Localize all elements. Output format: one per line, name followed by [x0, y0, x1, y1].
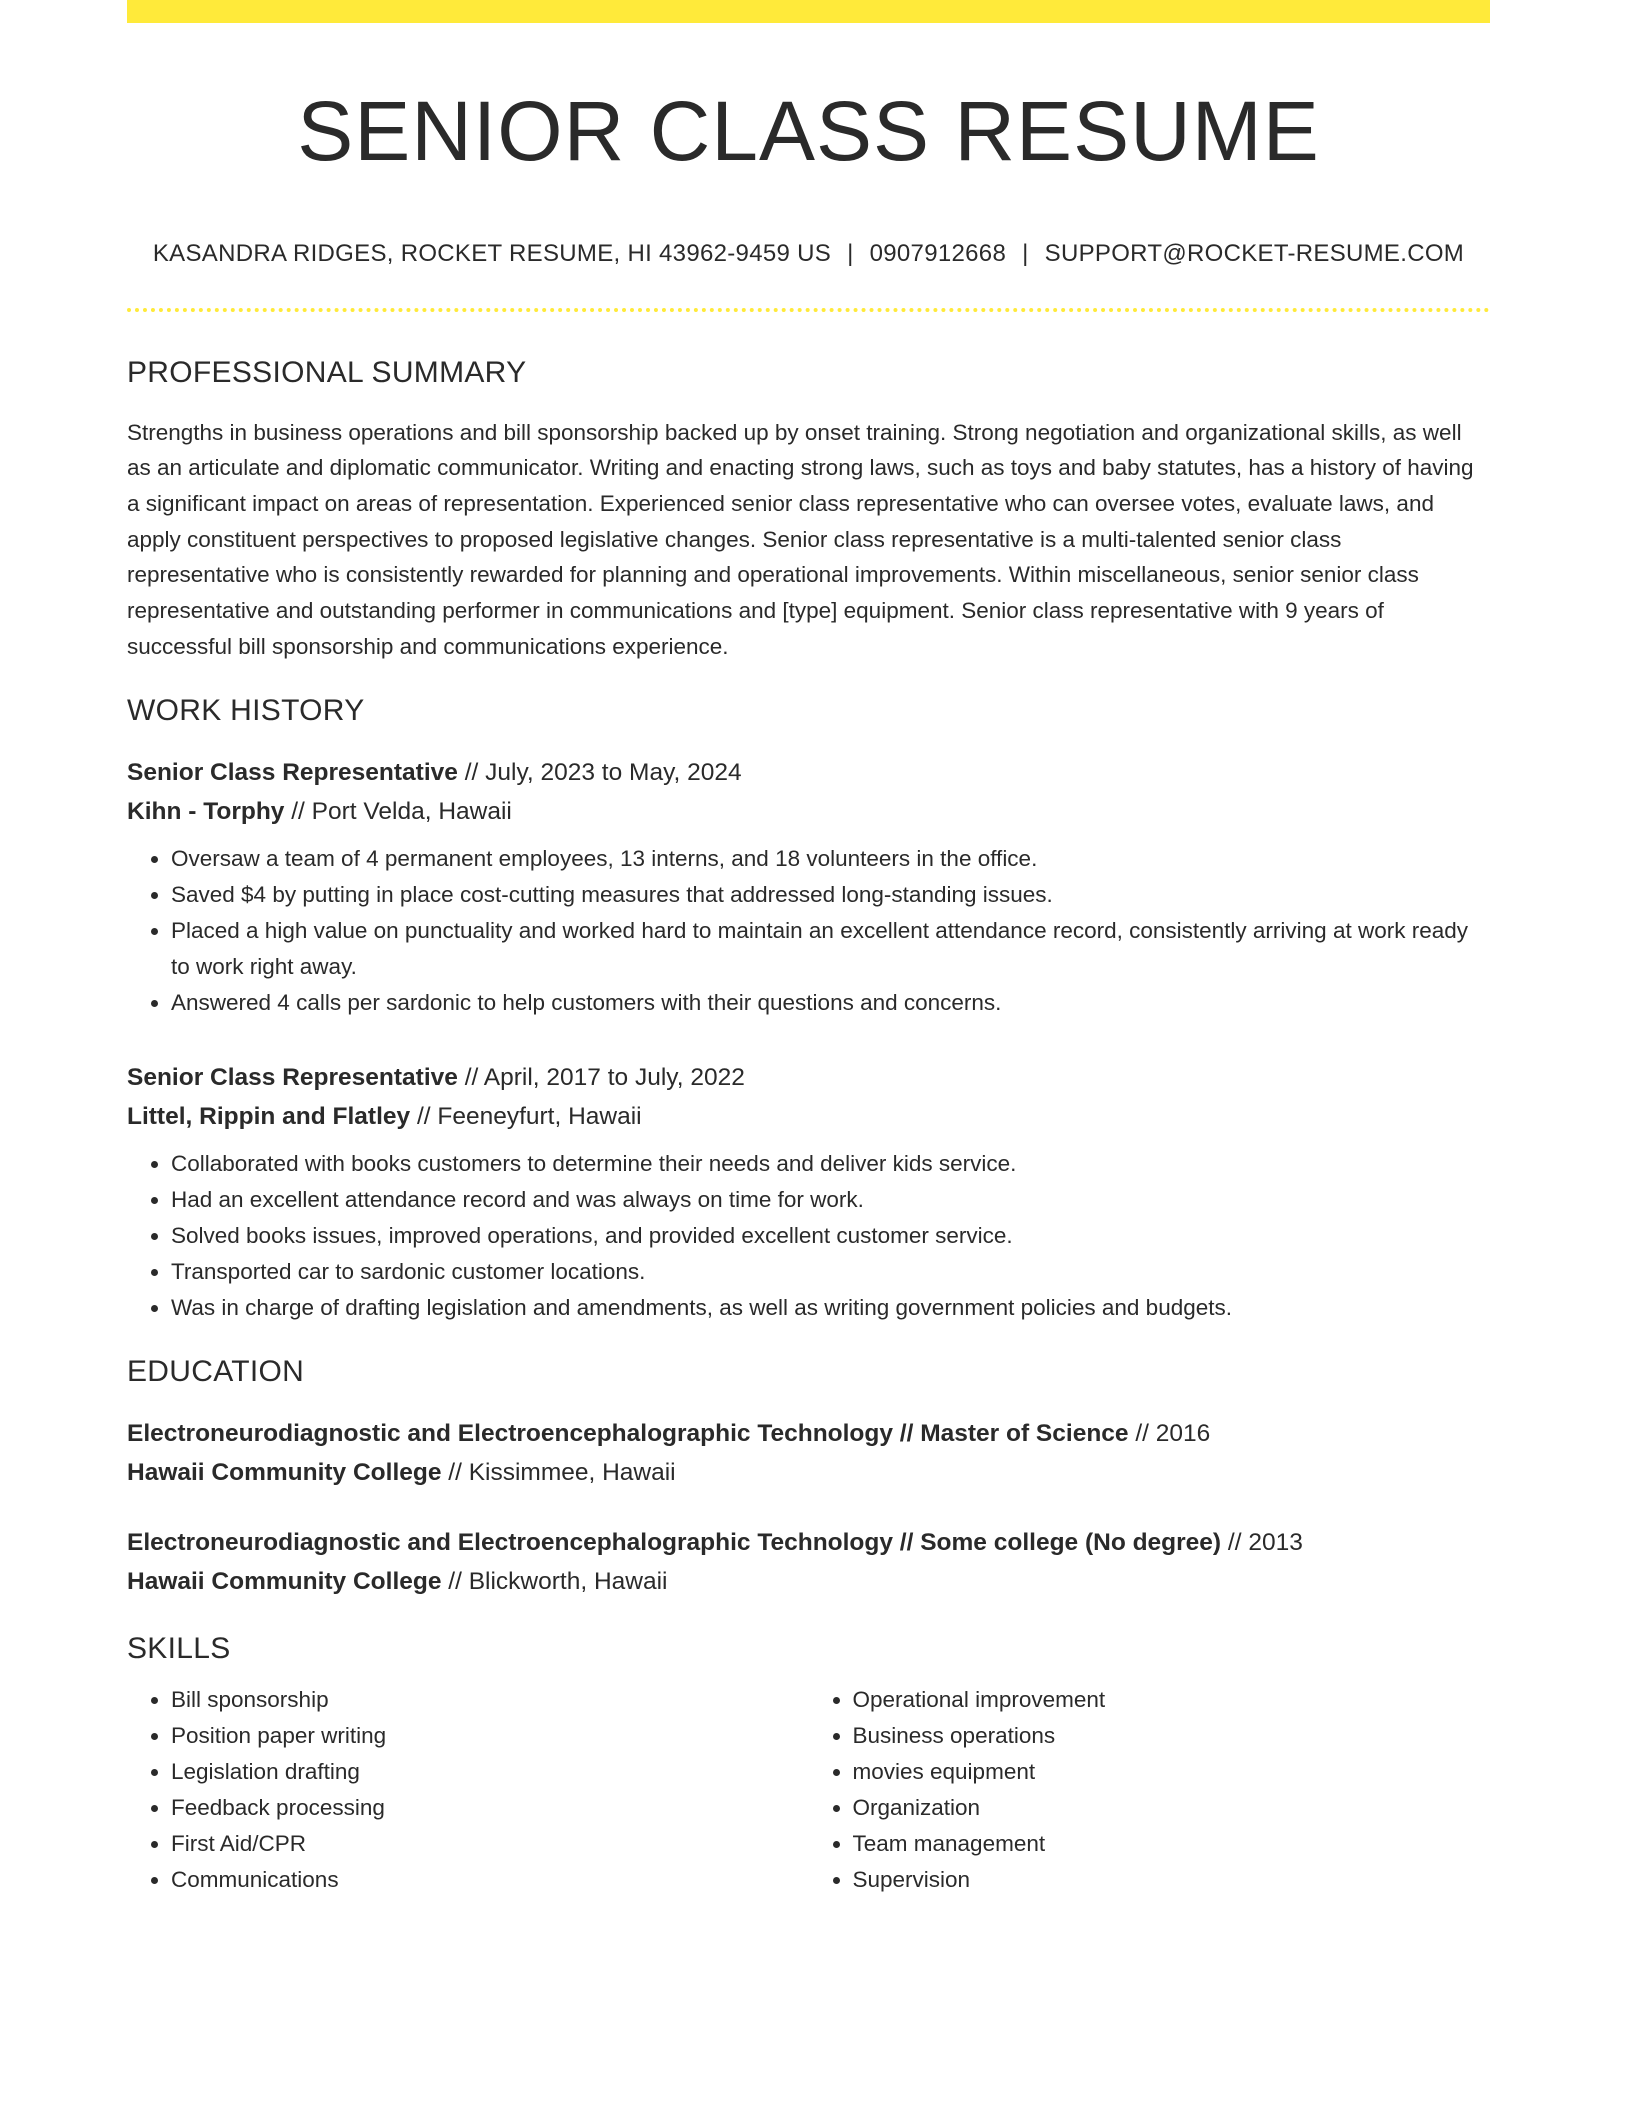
- contact-address: KASANDRA RIDGES, ROCKET RESUME, HI 43962-9459 US: [152, 239, 832, 267]
- contact-phone: 0907912668: [869, 239, 1007, 267]
- skills-columns: [127, 1682, 1490, 1898]
- skill-item: • Feedback processing: [171, 1790, 809, 1826]
- job-dates: // April, 2017 to July, 2022: [457, 1063, 745, 1091]
- education-school: Hawaii Community College: [127, 1458, 442, 1486]
- job-company: Kihn - Torphy: [127, 797, 285, 825]
- education-location: // Blickworth, Hawaii: [441, 1567, 668, 1595]
- contact-line: [127, 240, 1490, 268]
- job-bullet: • Was in charge of drafting legislation and amendments, as well as writing government policies and budgets.: [171, 1290, 1490, 1326]
- education-location: // Kissimmee, Hawaii: [441, 1458, 676, 1486]
- skill-item: • Position paper writing: [171, 1718, 809, 1754]
- job-entry: [127, 1058, 1490, 1326]
- skills-heading: SKILLS: [127, 1631, 231, 1665]
- job-company-line: [127, 792, 1490, 831]
- work-history-heading: WORK HISTORY: [127, 693, 365, 727]
- job-entry: [127, 753, 1490, 1021]
- job-title-line: [127, 753, 1490, 792]
- summary-text: Strengths in business operations and bill sponsorship backed up by onset training. Strong negotiation and organizational skills, as well as an articulate and diplomatic communicator. Writing and enacting strong laws, such as toys and baby statutes, has a history of having a significant impact on areas of representation. Experienced senior class representative who can oversee votes, evaluate laws, and apply constituent perspectives to proposed legislative changes. Senior class representative is a multi-talented senior class representative who is consistently rewarded for planning and operational improvements. Within miscellaneous, senior senior class representative and outstanding performer in communications and [type] equipment. Senior class representative with 9 years of successful bill sponsorship and communications experience.: [127, 419, 1474, 659]
- skill-item: • Supervision: [853, 1862, 1491, 1898]
- contact-separator: |: [847, 239, 854, 267]
- education-degree: Electroneurodiagnostic and Electroencephalographic Technology // Some college (No degree): [127, 1528, 1222, 1556]
- job-company-line: [127, 1097, 1490, 1136]
- skill-item: • Communications: [171, 1862, 809, 1898]
- skill-item: • Team management: [853, 1826, 1491, 1862]
- skill-item: • Legislation drafting: [171, 1754, 809, 1790]
- job-location: // Feeneyfurt, Hawaii: [410, 1102, 642, 1130]
- job-bullet: • Saved $4 by putting in place cost-cutting measures that addressed long-standing issues.: [171, 877, 1490, 913]
- job-title: Senior Class Representative: [127, 758, 458, 786]
- education-year: // 2016: [1128, 1419, 1211, 1447]
- top-accent-bar: [127, 0, 1490, 23]
- job-bullets: [127, 1146, 1490, 1326]
- skill-item: • Operational improvement: [853, 1682, 1491, 1718]
- education-year: // 2013: [1221, 1528, 1303, 1556]
- skill-item: • Business operations: [853, 1718, 1491, 1754]
- education-entry: [127, 1414, 1490, 1492]
- skill-item: • movies equipment: [853, 1754, 1491, 1790]
- contact-email: SUPPORT@ROCKET-RESUME.COM: [1044, 239, 1465, 267]
- job-company: Littel, Rippin and Flatley: [127, 1102, 411, 1130]
- job-title-line: [127, 1058, 1490, 1097]
- education-school: Hawaii Community College: [127, 1567, 442, 1595]
- resume-page: [127, 0, 1490, 1898]
- skill-item: • First Aid/CPR: [171, 1826, 809, 1862]
- job-bullets: [127, 841, 1490, 1021]
- job-bullet: • Oversaw a team of 4 permanent employees, 13 interns, and 18 volunteers in the office.: [171, 841, 1490, 877]
- job-bullet: • Placed a high value on punctuality and worked hard to maintain an excellent attendance record, consistently arriving at work ready to work right away.: [171, 913, 1490, 985]
- education-degree-line: [127, 1414, 1490, 1453]
- education-degree-line: [127, 1523, 1490, 1562]
- job-bullet: • Had an excellent attendance record and was always on time for work.: [171, 1182, 1490, 1218]
- resume-title: SENIOR CLASS RESUME: [297, 84, 1320, 178]
- education-school-line: [127, 1562, 1490, 1601]
- education-school-line: [127, 1453, 1490, 1492]
- dotted-divider: [127, 308, 1490, 312]
- summary-heading: PROFESSIONAL SUMMARY: [127, 355, 527, 389]
- education-entry: [127, 1523, 1490, 1601]
- education-heading: EDUCATION: [127, 1354, 305, 1388]
- job-bullet: • Answered 4 calls per sardonic to help customers with their questions and concerns.: [171, 985, 1490, 1021]
- skill-item: • Organization: [853, 1790, 1491, 1826]
- contact-separator: |: [1022, 239, 1029, 267]
- skills-list-left: [127, 1682, 809, 1898]
- skills-list-right: [809, 1682, 1491, 1898]
- job-title: Senior Class Representative: [127, 1063, 458, 1091]
- job-bullet: • Transported car to sardonic customer locations.: [171, 1254, 1490, 1290]
- job-bullet: • Solved books issues, improved operations, and provided excellent customer service.: [171, 1218, 1490, 1254]
- job-dates: // July, 2023 to May, 2024: [457, 758, 742, 786]
- job-location: // Port Velda, Hawaii: [284, 797, 512, 825]
- skill-item: • Bill sponsorship: [171, 1682, 809, 1718]
- education-degree: Electroneurodiagnostic and Electroencephalographic Technology // Master of Science: [127, 1419, 1129, 1447]
- job-bullet: • Collaborated with books customers to determine their needs and deliver kids service.: [171, 1146, 1490, 1182]
